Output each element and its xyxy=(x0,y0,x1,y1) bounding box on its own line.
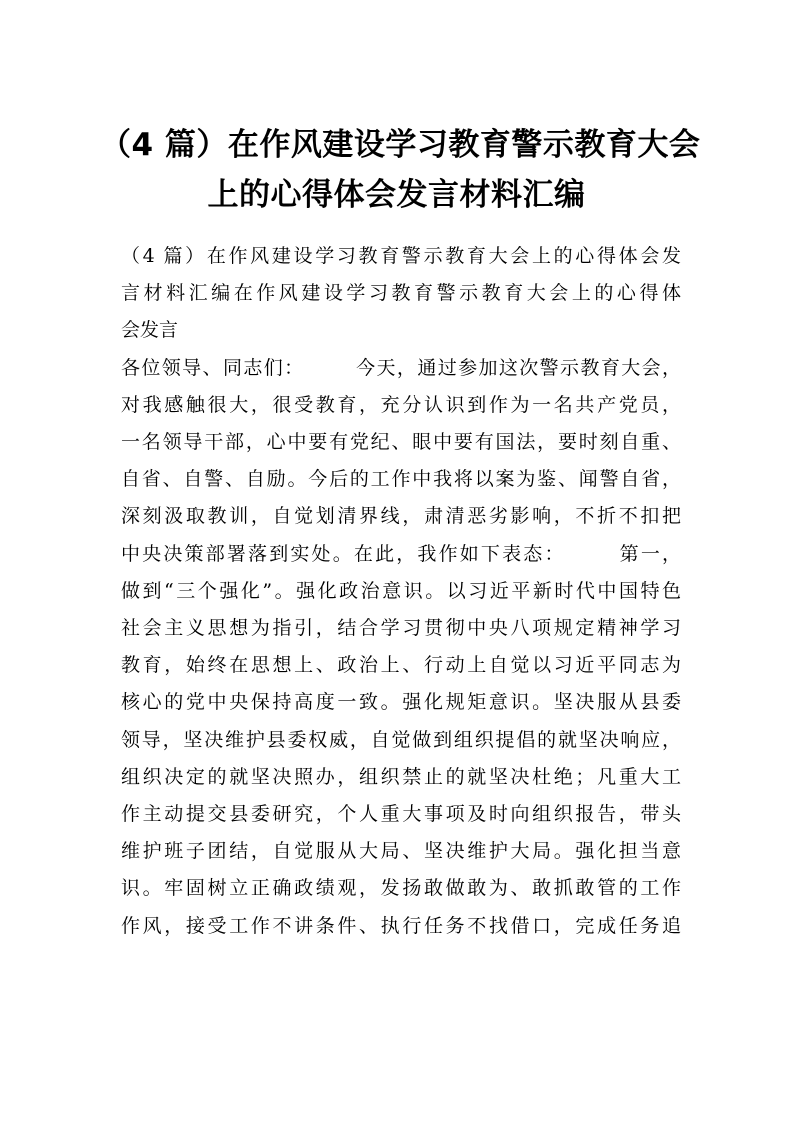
body-line: 中央决策部署落到实处。在此，我作如下表态： 第一， xyxy=(121,542,681,565)
body-line: 一名领导干部，心中要有党纪、眼中要有国法，要时刻自重、 xyxy=(121,431,681,454)
body-line: 教育，始终在思想上、政治上、行动上自觉以习近平同志为 xyxy=(121,654,681,677)
document-title xyxy=(100,120,701,220)
body-line: 识。牢固树立正确政绩观，发扬敢做敢为、敢抓敢管的工作 xyxy=(121,877,681,900)
body-line: 会发言 xyxy=(121,319,179,342)
body-line: 各位领导、同志们： 今天，通过参加这次警示教育大会， xyxy=(121,356,681,379)
body-line: 作风，接受工作不讲条件、执行任务不找借口，完成任务追 xyxy=(121,914,681,937)
title-line: （4 篇）在作风建设学习教育警示教育大会 xyxy=(100,127,701,163)
body-line: 对我感触很大，很受教育，充分认识到作为一名共产党员， xyxy=(121,393,681,416)
body-line: 作主动提交县委研究，个人重大事项及时向组织报告，带头 xyxy=(121,803,681,826)
document-body xyxy=(121,238,681,945)
body-line: 言材料汇编在作风建设学习教育警示教育大会上的心得体 xyxy=(121,282,681,305)
body-line: 深刻汲取教训，自觉划清界线，肃清恶劣影响，不折不扣把 xyxy=(121,505,681,528)
body-line: 维护班子团结，自觉服从大局、坚决维护大局。强化担当意 xyxy=(121,840,681,863)
body-line: 核心的党中央保持高度一致。强化规矩意识。坚决服从县委 xyxy=(121,691,681,714)
body-line: （4 篇）在作风建设学习教育警示教育大会上的心得体会发 xyxy=(121,245,681,267)
body-line: 领导，坚决维护县委权威，自觉做到组织提倡的就坚决响应， xyxy=(121,728,681,751)
body-line: 组织决定的就坚决照办，组织禁止的就坚决杜绝；凡重大工 xyxy=(121,765,681,788)
body-line: 自省、自警、自励。今后的工作中我将以案为鉴、闻警自省， xyxy=(121,468,681,491)
body-line: 做到“三个强化”。强化政治意识。以习近平新时代中国特色 xyxy=(121,579,681,602)
title-line: 上的心得体会发言材料汇编 xyxy=(207,177,586,213)
body-line: 社会主义思想为指引，结合学习贯彻中央八项规定精神学习 xyxy=(121,617,681,640)
